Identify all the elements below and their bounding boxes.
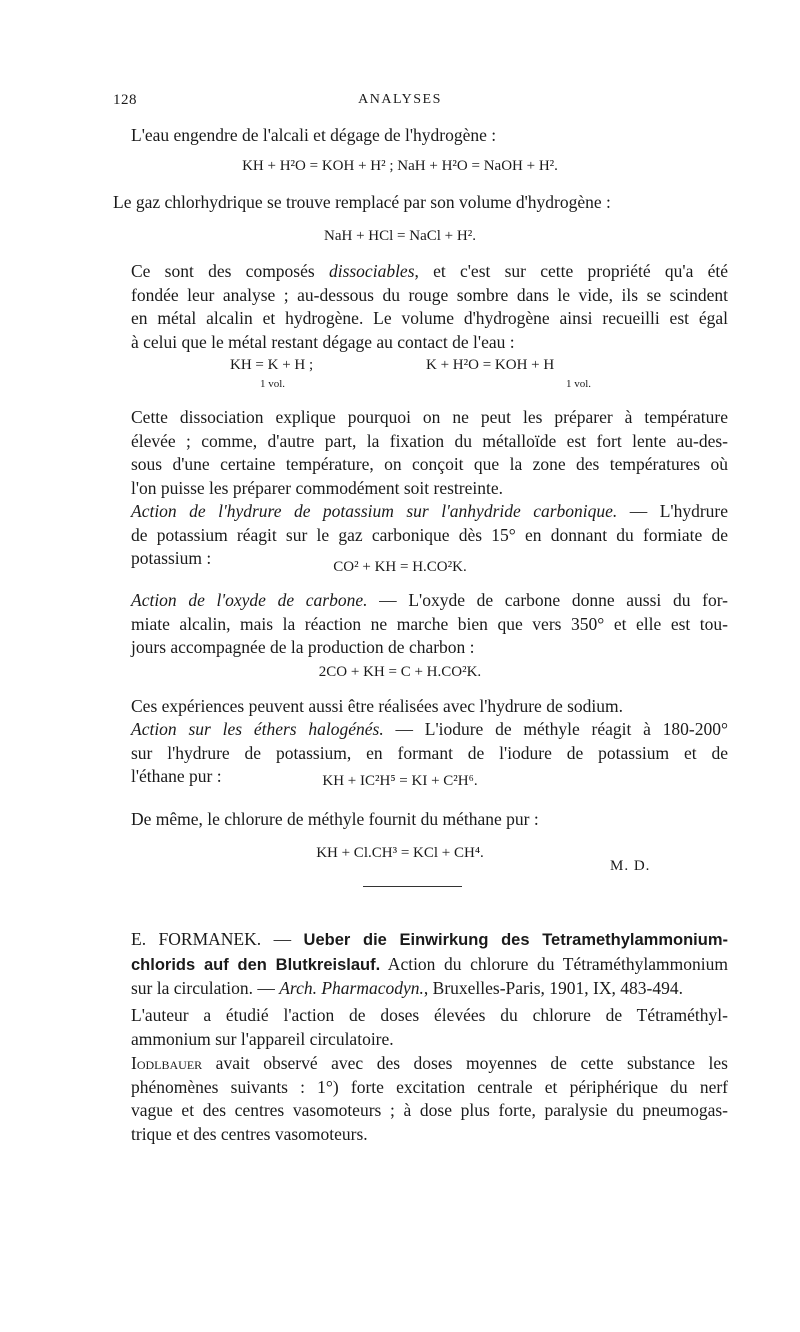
text-line: Ce sont des composés dissociables, et c'est sur cette propriété qu'a été	[131, 261, 728, 281]
author-name: Iodlbauer	[131, 1053, 203, 1073]
text-line	[113, 260, 728, 284]
text-line: de potassium réagit sur le gaz carbonique dès 15° en donnant du formiate de	[131, 524, 728, 545]
volume-label-left: 1 vol.	[260, 378, 286, 390]
text-line: l'on puisse les préparer commodément soit restreinte.	[131, 477, 504, 498]
section-divider	[363, 886, 462, 887]
text-line: phénomènes suivants : 1°) forte excitation centrale et périphérique du nerf	[131, 1076, 728, 1097]
reference-title: chlorids auf den Blutkreislauf.	[131, 955, 381, 974]
reference-title: Ueber die Einwirkung des Tetramethylammonium-	[303, 931, 729, 949]
signature: M. D.	[610, 858, 651, 874]
paragraph-9: De même, le chlorure de méthyle fournit du méthane pur :	[131, 809, 539, 829]
text-line: miate alcalin, mais la réaction ne marche bien que vers 350° et elle est tou-	[131, 613, 728, 634]
equation-3-left: KH = K + H ;	[230, 357, 314, 373]
text-line: jours accompagnée de la production de charbon :	[131, 637, 475, 657]
reference-author: E. FORMANEK.	[131, 929, 262, 949]
equation-7: KH + Cl.CH³ = KCl + CH⁴.	[316, 845, 484, 861]
equation-2: NaH + HCl = NaCl + H².	[324, 228, 476, 244]
section-heading: Action sur les éthers halogénés.	[131, 719, 384, 739]
text-line: fondée leur analyse ; au-dessous du rouge sombre dans le vide, ils se scindent	[131, 284, 728, 305]
text-line: sous d'une certaine température, on conçoit que la zone des températures où	[131, 454, 728, 474]
text-line: Iodlbauer avait observé avec des doses moyennes de cette substance les	[131, 1053, 728, 1073]
text-line: en métal alcalin et hydrogène. Le volume d'hydrogène ainsi recueilli est égal	[131, 308, 728, 328]
paragraph-3	[113, 260, 728, 354]
paragraph-1: L'eau engendre de l'alcali et dégage de l'hydrogène :	[131, 125, 497, 145]
text-line: à celui que le métal restant dégage au contact de l'eau :	[131, 331, 515, 352]
text-line: chlorids auf den Blutkreislauf. Action du chlorure du Tétraméthylammonium	[131, 953, 728, 974]
equation-1: KH + H²O = KOH + H² ; NaH + H²O = NaOH + H².	[242, 158, 558, 174]
text-line: sur la circulation. — Arch. Pharmacodyn., Bruxelles-Paris, 1901, IX, 483-494.	[131, 978, 683, 998]
journal-name: Arch. Pharmacodyn.	[279, 978, 424, 998]
text-line: Action de l'hydrure de potassium sur l'anhydride carbonique. — L'hydrure	[131, 501, 729, 521]
equation-5: 2CO + KH = C + H.CO²K.	[318, 664, 482, 680]
paragraph-10	[113, 1004, 728, 1051]
paragraph-2: Le gaz chlorhydrique se trouve remplacé par son volume d'hydrogène :	[113, 192, 611, 212]
text-line: l'éthane pur :	[131, 766, 222, 786]
running-title: ANALYSES	[358, 92, 442, 107]
text-line: potassium :	[131, 548, 212, 568]
section-heading: Action de l'oxyde de carbone.	[131, 590, 368, 610]
reference-entry	[113, 928, 728, 1001]
text-line: vague et des centres vasomoteurs ; à dose plus forte, paralysie du pneumogas-	[131, 1100, 728, 1120]
text-line: Action sur les éthers halogénés. — L'iodure de méthyle réagit à 180-200°	[131, 719, 728, 739]
equation-4: CO² + KH = H.CO²K.	[333, 559, 467, 575]
equation-3-right: K + H²O = KOH + H	[426, 357, 555, 373]
volume-label-right: 1 vol.	[566, 378, 592, 390]
text-line: trique et des centres vasomoteurs.	[131, 1123, 368, 1144]
paragraph-6	[113, 589, 728, 660]
text-line: ammonium sur l'appareil circulatoire.	[131, 1028, 394, 1049]
section-heading: Action de l'hydrure de potassium sur l'anhydride carbonique.	[131, 501, 618, 521]
paragraph-4	[113, 406, 728, 500]
equation-6: KH + IC²H⁵ = KI + C²H⁶.	[322, 773, 478, 789]
text-line: E. FORMANEK. — Ueber die Einwirkung des Tetramethylammonium-	[131, 929, 729, 949]
paragraph-11	[113, 1052, 728, 1146]
emphasized-term: dissociables	[328, 261, 415, 281]
text-line: sur l'hydrure de potassium, en formant de l'iodure de potassium et de	[131, 742, 728, 763]
text-line: Action de l'oxyde de carbone. — L'oxyde de carbone donne aussi du for-	[131, 590, 728, 610]
text-line: Cette dissociation explique pourquoi on ne peut les préparer à température	[131, 407, 728, 427]
text-line: L'auteur a étudié l'action de doses élevées du chlorure de Tétraméthyl-	[131, 1005, 728, 1025]
page-number: 128	[113, 92, 137, 108]
paragraph-7: Ces expériences peuvent aussi être réalisées avec l'hydrure de sodium.	[131, 696, 623, 716]
text-line: élevée ; comme, d'autre part, la fixation du métalloïde est fort lente au-des-	[131, 430, 728, 451]
